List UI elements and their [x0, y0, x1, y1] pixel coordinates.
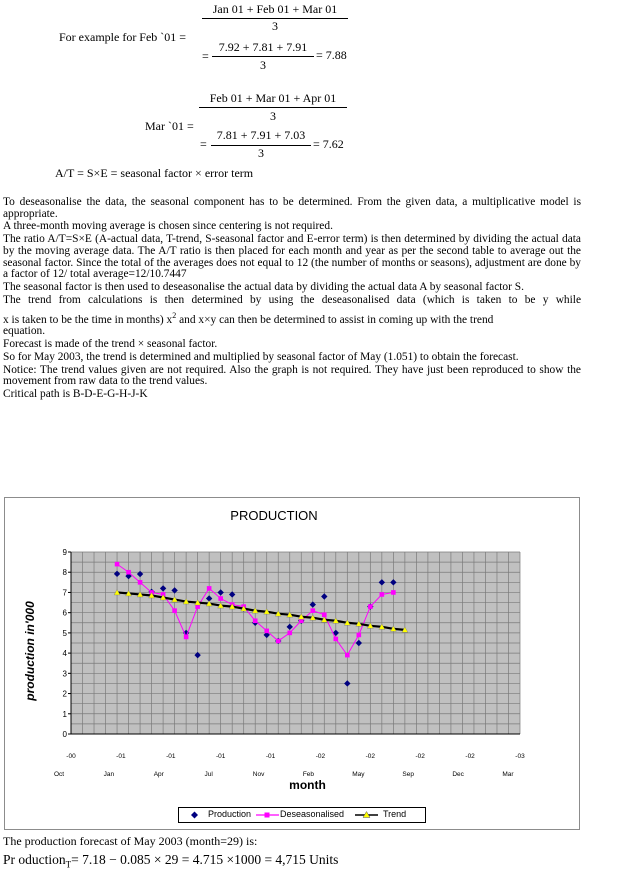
equation-mar-top-denominator: 3: [270, 109, 276, 123]
x-tick-label-year: -03: [515, 753, 525, 760]
fraction-bar: [212, 56, 314, 57]
paragraph: So for May 2003, the trend is determined and multiplied by seasonal factor of May (1.051) to obtain the forecast.: [3, 350, 519, 363]
equation-feb-result: = 7.88: [316, 48, 347, 62]
paragraph: Notice: The trend values given are not required. Also the graph is not required. They have just been reproduced to show the movement from raw data to the trend values.: [3, 363, 581, 388]
data-point-deseasonalised: [368, 604, 373, 609]
legend-label-trend: Trend: [383, 809, 407, 819]
x-tick-label-month: Apr: [153, 771, 164, 778]
x-tick-label-month: Jan: [103, 771, 115, 778]
data-point-deseasonalised: [264, 629, 269, 634]
data-point-deseasonalised: [333, 637, 338, 642]
forecast-rhs: = 7.18 − 0.085 × 29 = 4.715 ×1000 = 4,715 Units: [71, 852, 339, 867]
legend-label-production: Production: [208, 809, 252, 819]
y-tick-label: 3: [62, 669, 67, 679]
equation-feb-denominator: 3: [260, 58, 266, 72]
x-tick-label-month: Sep: [402, 771, 415, 778]
fraction-bar: [199, 107, 347, 108]
data-point-deseasonalised: [287, 631, 292, 636]
at-equation: A/T = S×E = seasonal factor × error term: [55, 166, 254, 180]
body-text: [3, 197, 581, 402]
y-tick-label: 1: [62, 709, 67, 719]
x-tick-label-year: -01: [215, 753, 226, 760]
data-point-deseasonalised: [345, 653, 350, 658]
paragraph-trend-line: equation.: [3, 324, 46, 337]
data-point-deseasonalised: [207, 586, 212, 591]
equation-mar-result: = 7.62: [313, 137, 344, 151]
data-point-deseasonalised: [357, 633, 362, 638]
forecast-lhs: Pr oduction: [3, 852, 66, 867]
data-point-deseasonalised: [310, 608, 315, 613]
equation-feb-top-denominator: 3: [272, 19, 278, 33]
chart-canvas: [5, 498, 579, 829]
x-axis-label: month: [289, 778, 326, 792]
paragraph: Critical path is B-D-E-G-H-J-K: [3, 388, 148, 401]
x-tick-label-month: May: [352, 771, 365, 778]
data-point-deseasonalised: [184, 635, 189, 640]
y-tick-label: 7: [62, 588, 67, 598]
paragraph: A three-month moving average is chosen since centering is not required.: [3, 220, 333, 233]
equation-mar-top-numerator: Feb 01 + Mar 01 + Apr 01: [209, 91, 337, 105]
chart-legend: [178, 807, 426, 823]
legend-label-deseasonalised: Deseasonalised: [280, 809, 345, 819]
y-tick-label: 9: [62, 548, 67, 557]
paragraph-trend-line: The trend from calculations is then determined by using the deseasonalised data (which is taken to be y while: [3, 293, 581, 306]
equation-feb-top-numerator: Jan 01 + Feb 01 + Mar 01: [212, 2, 338, 16]
paragraph-trend-text: x is taken to be the time in months) x: [3, 313, 173, 326]
superscript: 2: [172, 310, 177, 320]
data-point-deseasonalised: [115, 562, 120, 567]
x-tick-label-month: Dec: [452, 771, 464, 778]
paragraph-trend-line-2: [3, 310, 581, 326]
equation-feb-label: For example for Feb `01 =: [59, 30, 187, 44]
y-axis-label: production in'000: [23, 601, 37, 701]
equation-mar-label: Mar `01 =: [145, 119, 194, 133]
x-tick-label-month: Mar: [502, 771, 514, 778]
equation-mar-equals: =: [200, 137, 207, 151]
x-tick-label-year: -01: [265, 753, 276, 760]
equation-mar-numerator: 7.81 + 7.91 + 7.03: [216, 128, 306, 142]
forecast-intro: The production forecast of May 2003 (month=29) is:: [3, 834, 258, 848]
x-tick-label-year: -01: [166, 753, 176, 760]
x-tick-label-year: -02: [365, 753, 376, 760]
y-tick-label: 5: [62, 628, 67, 638]
y-tick-label: 6: [62, 608, 67, 618]
data-point-deseasonalised: [322, 612, 327, 617]
y-tick-label: 2: [62, 689, 67, 699]
chart-title: PRODUCTION: [230, 508, 318, 523]
paragraph-trend: [3, 295, 581, 338]
data-point-deseasonalised: [391, 590, 396, 595]
x-tick-label-year: -02: [315, 753, 326, 760]
x-tick-label-month: Nov: [252, 771, 265, 778]
data-point-deseasonalised: [126, 570, 131, 575]
y-tick-label: 4: [62, 649, 67, 659]
x-tick-label-year: -02: [465, 753, 475, 760]
paragraph: To deseasonalise the data, the seasonal component has to be determined. From the given data, a multiplicative model is appropriate.: [3, 196, 581, 220]
y-tick-label: 0: [62, 730, 67, 739]
paragraph: The seasonal factor is then used to deseasonalise the actual data by dividing the actual data A by seasonal factor S.: [3, 281, 524, 294]
paragraph: The ratio A/T=S×E (A-actual data, T-trend, S-seasonal factor and E-error term) is then determined by dividing the actual data by the moving average data. The A/T ratio is then placed for each month and year as per the second table to average out the seasonal factor. Since the total of the averages does not equal to 12 (the number of months or seasons), adjustment are done by a factor of 12/ total average=12/10.7447: [3, 233, 581, 281]
data-point-deseasonalised: [172, 608, 177, 613]
legend-diamond-icon: [191, 812, 198, 819]
y-tick-label: 8: [62, 568, 67, 578]
x-tick-label-year: -02: [415, 753, 425, 760]
equation-mar-denominator: 3: [258, 146, 264, 160]
x-tick-label-month: Feb: [302, 771, 315, 778]
data-point-deseasonalised: [253, 618, 258, 623]
x-tick-label-month: Oct: [53, 771, 65, 778]
data-point-deseasonalised: [218, 596, 223, 601]
paragraph-trend-text: and x×y can then be determined to assist in coming up with the trend: [176, 313, 494, 326]
data-point-deseasonalised: [380, 592, 385, 597]
legend-square-icon: [265, 813, 270, 818]
paragraph: Forecast is made of the trend × seasonal factor.: [3, 337, 218, 350]
x-tick-label-month: Jul: [204, 771, 213, 778]
production-chart: [4, 497, 580, 830]
subscript: T: [65, 859, 72, 870]
data-point-deseasonalised: [276, 639, 281, 644]
equation-feb-numerator: 7.92 + 7.81 + 7.91: [218, 40, 308, 54]
equation-feb-equals: =: [202, 49, 209, 63]
data-point-deseasonalised: [138, 580, 143, 585]
x-tick-label-year: -00: [66, 753, 76, 760]
x-tick-label-year: -01: [116, 753, 126, 760]
forecast-equation: [3, 852, 338, 870]
